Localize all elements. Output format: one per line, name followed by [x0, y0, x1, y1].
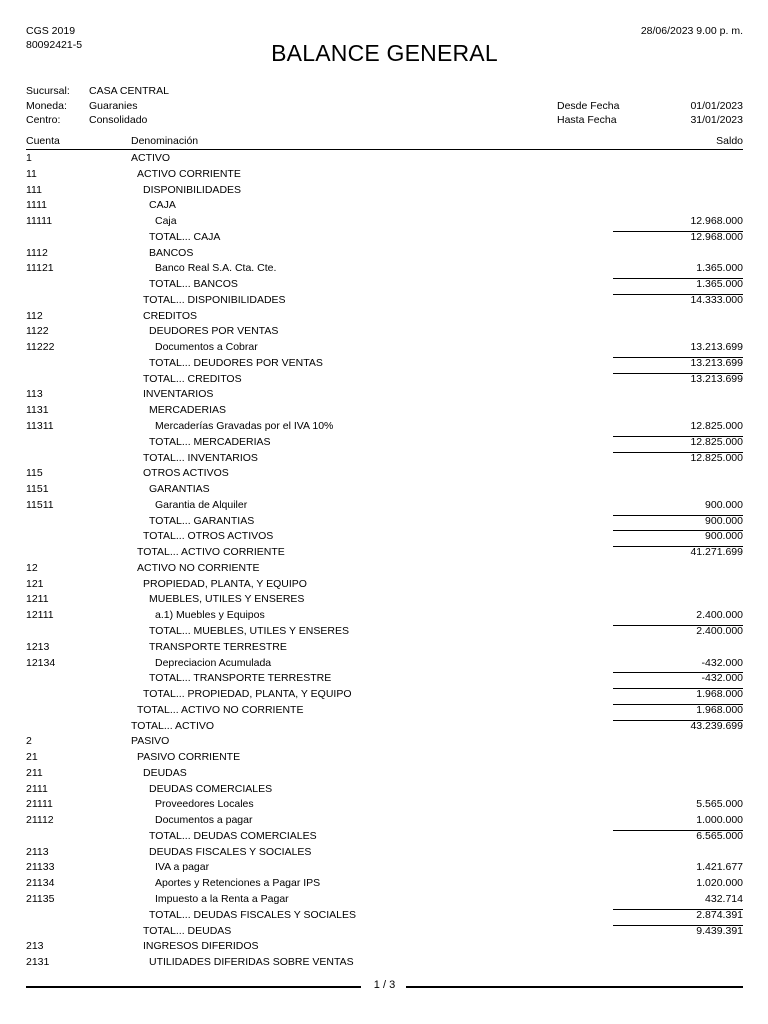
account-name: TOTAL... DEUDORES POR VENTAS: [149, 356, 323, 369]
account-balance: 9.439.391: [696, 924, 743, 937]
account-row: [26, 608, 743, 624]
account-name: TOTAL... OTROS ACTIVOS: [143, 530, 274, 543]
account-name: TOTAL... GARANTIAS: [149, 514, 255, 527]
account-code: 21111: [26, 798, 53, 811]
column-saldo: Saldo: [716, 135, 743, 147]
account-code: 1122: [26, 325, 49, 338]
sucursal-row: [26, 84, 743, 99]
account-name: PASIVO: [131, 735, 170, 748]
account-code: 121: [26, 577, 44, 590]
account-balance: 6.565.000: [696, 829, 743, 842]
account-row: [26, 640, 743, 656]
account-row: [26, 387, 743, 403]
account-name: TOTAL... MUEBLES, UTILES Y ENSERES: [149, 624, 349, 637]
total-row: [26, 372, 743, 388]
total-row: [26, 529, 743, 545]
footer-rule-right: [406, 986, 743, 988]
account-row: [26, 561, 743, 577]
account-code: 1: [26, 152, 32, 164]
total-row: [26, 545, 743, 561]
account-row: [26, 876, 743, 892]
account-name: Proveedores Locales: [155, 798, 254, 811]
account-row: [26, 340, 743, 356]
account-balance: 5.565.000: [696, 798, 743, 811]
account-balance: 1.968.000: [696, 688, 743, 701]
hasta-fecha-value: 31/01/2023: [690, 114, 743, 126]
total-row: [26, 924, 743, 940]
sucursal-label: Sucursal:: [26, 85, 70, 97]
account-name: PASIVO CORRIENTE: [137, 751, 241, 764]
account-balance: 41.271.699: [690, 546, 743, 559]
account-balance: 12.968.000: [690, 230, 743, 243]
column-cuenta: Cuenta: [26, 135, 60, 147]
account-row: [26, 403, 743, 419]
account-code: 11511: [26, 498, 54, 511]
account-balance: 14.333.000: [690, 293, 743, 306]
account-row: [26, 845, 743, 861]
account-balance: 2.874.391: [696, 908, 743, 921]
account-name: TOTAL... CREDITOS: [143, 372, 242, 385]
desde-fecha-label: Desde Fecha: [557, 99, 620, 112]
account-balance: 900.000: [705, 530, 743, 543]
moneda-value: Guaranies: [89, 99, 138, 112]
account-name: ACTIVO NO CORRIENTE: [137, 561, 260, 574]
account-name: TOTAL... DEUDAS: [143, 924, 232, 937]
company-ruc: 80092421-5: [26, 39, 83, 51]
column-header: [26, 134, 743, 150]
account-balance: 1.421.677: [696, 861, 743, 874]
total-row: [26, 356, 743, 372]
account-name: TOTAL... DISPONIBILIDADES: [143, 293, 286, 306]
account-name: Documentos a pagar: [155, 814, 253, 827]
account-name: Aportes y Retenciones a Pagar IPS: [155, 877, 321, 890]
account-name: DEUDAS: [143, 766, 187, 779]
account-balance: 1.020.000: [696, 877, 743, 890]
account-row: [26, 734, 743, 750]
account-row: [26, 797, 743, 813]
report-title: BALANCE GENERAL: [271, 40, 498, 66]
moneda-label: Moneda:: [26, 99, 67, 112]
account-balance: 12.968.000: [690, 215, 743, 228]
account-row: [26, 782, 743, 798]
account-row: [26, 498, 743, 514]
account-name: Impuesto a la Renta a Pagar: [155, 892, 289, 905]
sucursal-value: CASA CENTRAL: [89, 85, 169, 97]
account-name: DEUDAS COMERCIALES: [149, 782, 273, 795]
account-name: Documentos a Cobrar: [155, 341, 258, 354]
account-name: TOTAL... ACTIVO CORRIENTE: [137, 546, 285, 559]
account-name: TOTAL... CAJA: [149, 230, 221, 243]
account-row: [26, 419, 743, 435]
account-code: 21112: [26, 814, 54, 827]
account-balance: 12.825.000: [690, 435, 743, 448]
account-code: 21133: [26, 861, 55, 874]
account-name: CAJA: [149, 199, 176, 212]
total-row: [26, 671, 743, 687]
total-row: [26, 719, 743, 735]
account-row: [26, 656, 743, 672]
account-row: [26, 592, 743, 608]
total-row: [26, 230, 743, 246]
account-name: Banco Real S.A. Cta. Cte.: [155, 262, 277, 275]
account-balance: -432.000: [701, 672, 743, 685]
account-balance: 1.365.000: [696, 278, 743, 291]
page-footer: [26, 978, 743, 996]
account-name: TOTAL... ACTIVO: [131, 719, 215, 732]
account-code: 2: [26, 735, 32, 748]
account-code: 113: [26, 388, 43, 401]
account-name: DISPONIBILIDADES: [143, 183, 242, 196]
account-name: TOTAL... ACTIVO NO CORRIENTE: [137, 703, 304, 716]
account-balance: 1.000.000: [696, 814, 743, 827]
total-row: [26, 829, 743, 845]
account-code: 11: [26, 167, 37, 180]
account-code: 213: [26, 940, 44, 953]
total-row: [26, 514, 743, 530]
account-name: TOTAL... BANCOS: [149, 278, 238, 291]
centro-row: [26, 113, 743, 128]
account-row: [26, 955, 743, 971]
print-timestamp: 28/06/2023 9.00 p. m.: [640, 25, 743, 37]
account-row: [26, 766, 743, 782]
account-balance: 2.400.000: [696, 624, 743, 637]
company-name: CGS 2019: [26, 25, 76, 37]
account-balance: 1.968.000: [696, 703, 743, 716]
account-name: UTILIDADES DIFERIDAS SOBRE VENTAS: [149, 956, 354, 969]
account-balance: 13.213.699: [690, 341, 743, 354]
account-name: TOTAL... PROPIEDAD, PLANTA, Y EQUIPO: [143, 688, 352, 701]
account-row: [26, 198, 743, 214]
account-row: [26, 183, 743, 199]
account-name: DEUDORES POR VENTAS: [149, 325, 279, 338]
account-code: 115: [26, 467, 43, 480]
account-row: [26, 482, 743, 498]
account-name: TOTAL... INVENTARIOS: [143, 451, 258, 464]
account-code: 1131: [26, 404, 49, 417]
account-row: [26, 813, 743, 829]
account-name: MERCADERIAS: [149, 404, 227, 417]
account-name: CREDITOS: [143, 309, 198, 322]
account-code: 11222: [26, 341, 55, 354]
column-denominacion: Denominación: [131, 135, 199, 147]
account-balance: 43.239.699: [690, 719, 743, 732]
account-row: [26, 261, 743, 277]
total-row: [26, 277, 743, 293]
total-row: [26, 435, 743, 451]
account-code: 12134: [26, 656, 56, 669]
total-row: [26, 703, 743, 719]
account-code: 21134: [26, 877, 55, 890]
account-name: OTROS ACTIVOS: [143, 467, 229, 480]
account-row: [26, 214, 743, 230]
account-balance: 900.000: [705, 514, 743, 527]
total-row: [26, 451, 743, 467]
account-name: Mercaderías Gravadas por el IVA 10%: [155, 420, 334, 433]
hasta-fecha-label: Hasta Fecha: [557, 114, 617, 126]
account-table: [26, 151, 743, 971]
account-row: [26, 309, 743, 325]
account-code: 111: [26, 183, 42, 196]
page-indicator: 1 / 3: [373, 979, 396, 991]
account-row: [26, 892, 743, 908]
account-row: [26, 246, 743, 262]
account-row: [26, 750, 743, 766]
account-name: GARANTIAS: [149, 483, 210, 496]
account-code: 12111: [26, 609, 54, 622]
account-code: 112: [26, 309, 43, 322]
account-code: 1213: [26, 640, 50, 653]
account-code: 211: [26, 766, 43, 779]
account-row: [26, 151, 743, 167]
account-name: TOTAL... MERCADERIAS: [149, 435, 271, 448]
desde-fecha-value: 01/01/2023: [690, 99, 743, 112]
centro-label: Centro:: [26, 114, 61, 126]
total-row: [26, 687, 743, 703]
account-row: [26, 860, 743, 876]
account-code: 1111: [26, 199, 48, 212]
total-row: [26, 908, 743, 924]
account-name: DEUDAS FISCALES Y SOCIALES: [149, 845, 312, 858]
account-name: IVA a pagar: [155, 861, 210, 874]
account-name: ACTIVO CORRIENTE: [137, 167, 241, 180]
account-name: Garantia de Alquiler: [155, 498, 248, 511]
moneda-row: [26, 99, 743, 114]
account-row: [26, 167, 743, 183]
account-balance: 2.400.000: [696, 609, 743, 622]
account-name: INGRESOS DIFERIDOS: [143, 940, 259, 953]
account-balance: -432.000: [701, 656, 743, 669]
account-balance: 432.714: [705, 892, 743, 905]
account-row: [26, 466, 743, 482]
account-name: MUEBLES, UTILES Y ENSERES: [149, 593, 305, 606]
total-row: [26, 624, 743, 640]
account-balance: 900.000: [705, 498, 743, 511]
account-name: PROPIEDAD, PLANTA, Y EQUIPO: [143, 577, 307, 590]
account-name: TRANSPORTE TERRESTRE: [149, 640, 287, 653]
account-code: 1112: [26, 246, 48, 259]
account-name: INVENTARIOS: [143, 388, 214, 401]
account-code: 21135: [26, 892, 55, 905]
account-name: TOTAL... DEUDAS FISCALES Y SOCIALES: [149, 908, 356, 921]
account-balance: 13.213.699: [690, 356, 743, 369]
account-name: TOTAL... TRANSPORTE TERRESTRE: [149, 672, 332, 685]
account-name: a.1) Muebles y Equipos: [155, 609, 265, 622]
account-name: BANCOS: [149, 246, 194, 259]
account-row: [26, 324, 743, 340]
account-name: ACTIVO: [131, 152, 171, 164]
account-row: [26, 939, 743, 955]
account-code: 2113: [26, 845, 49, 858]
account-code: 2131: [26, 956, 50, 969]
account-balance: 12.825.000: [690, 451, 743, 464]
account-code: 11111: [26, 215, 53, 228]
account-code: 12: [26, 561, 38, 574]
account-code: 1151: [26, 483, 49, 496]
account-code: 1211: [26, 593, 49, 606]
account-name: Caja: [155, 215, 177, 228]
account-code: 11311: [26, 420, 54, 433]
account-balance: 1.365.000: [696, 262, 743, 275]
report-parameters: [26, 84, 743, 128]
account-code: 2111: [26, 782, 48, 795]
account-code: 11121: [26, 262, 54, 275]
account-balance: 13.213.699: [690, 372, 743, 385]
account-balance: 12.825.000: [690, 420, 743, 433]
account-row: [26, 577, 743, 593]
account-code: 21: [26, 751, 38, 764]
account-name: TOTAL... DEUDAS COMERCIALES: [149, 829, 317, 842]
account-name: Depreciacion Acumulada: [155, 656, 272, 669]
centro-value: Consolidado: [89, 114, 148, 126]
report-page: [26, 0, 743, 1024]
total-row: [26, 293, 743, 309]
